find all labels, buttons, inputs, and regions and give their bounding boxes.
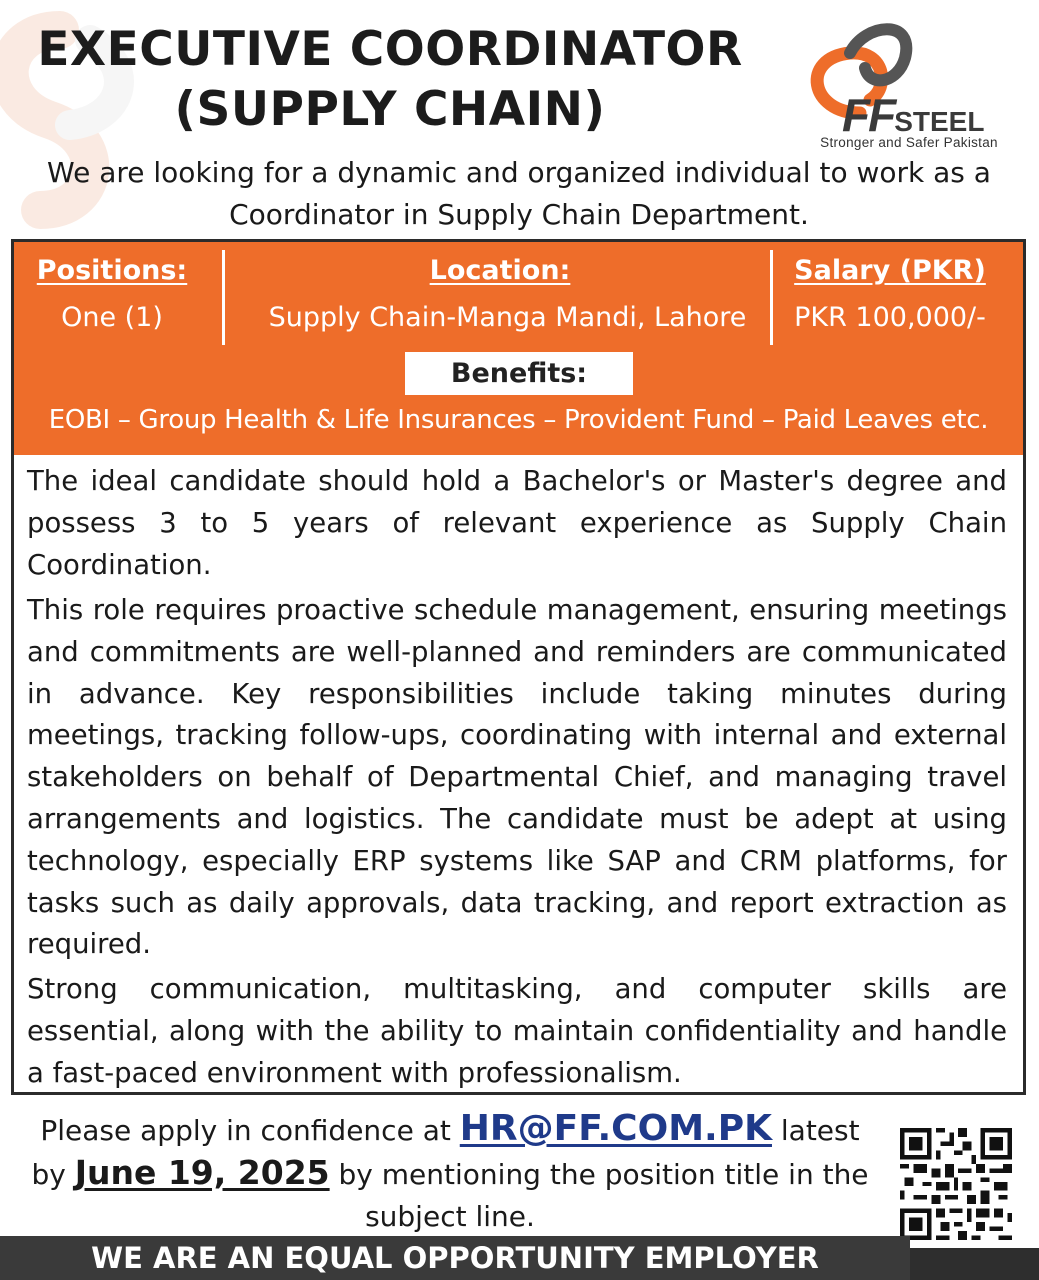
apply-instructions (20, 1108, 880, 1238)
benefits-value: EOBI – Group Health & Life Insurances – Provident Fund – Paid Leaves etc. (48, 405, 989, 435)
location-value: Supply Chain-Manga Mandi, Lahore (268, 302, 747, 333)
positions-value: One (1) (61, 302, 163, 333)
apply-suffix: by mentioning the position title in the subject line. (338, 1158, 869, 1233)
job-title-line-2: (SUPPLY CHAIN) (174, 82, 606, 137)
logo-tagline: Stronger and Safer Pakistan (820, 135, 998, 150)
logo-wordmark (842, 88, 984, 142)
qualification-paragraph: The ideal candidate should hold a Bachelor's or Master's degree and possess 3 to 5 years of relevant experience as Supply Chain Coordination. (27, 465, 1007, 581)
apply-prefix: Please apply in confidence at (40, 1114, 451, 1147)
job-title-line-1: EXECUTIVE COORDINATOR (37, 22, 743, 77)
apply-deadline: June 19, 2025 (74, 1153, 330, 1192)
column-divider (222, 250, 225, 345)
footer-bar-right (910, 1248, 1039, 1280)
salary-label: Salary (PKR) (794, 255, 986, 286)
logo-ff-text: FF (842, 89, 895, 141)
location-label: Location: (429, 255, 571, 286)
logo-steel-text: STEEL (894, 106, 985, 137)
positions-label: Positions: (36, 255, 188, 286)
apply-mid: latest by (31, 1114, 860, 1191)
qr-code[interactable] (900, 1128, 1012, 1240)
apply-email-link[interactable]: HR@FF.COM.PK (459, 1108, 772, 1149)
responsibilities-paragraph: This role requires proactive schedule management, ensuring meetings and commitments are well-planned and reminders are communicated in advance. Key responsibilities include taking minutes during meetings, tracking follow-ups, coordinating with internal and external stakeholders on behalf of Departmental Chief, and managing travel arrangements and logistics. The candidate must be adept at using technology, especially ERP systems like SAP and CRM platforms, for tasks such as daily approvals, data tracking, and report extraction as required. (27, 594, 1007, 961)
benefits-label: Benefits: (405, 352, 633, 395)
skills-paragraph: Strong communication, multitasking, and computer skills are essential, along with the ability to maintain confidentiality and handle a fast-paced environment with professionalism. (27, 973, 1007, 1089)
equal-opportunity-footer: WE ARE AN EQUAL OPPORTUNITY EMPLOYER (91, 1241, 819, 1275)
salary-value: PKR 100,000/- (794, 302, 986, 333)
intro-text: We are looking for a dynamic and organized individual to work as a Coordinator in Supply Chain Department. (47, 156, 991, 231)
column-divider (770, 250, 773, 345)
